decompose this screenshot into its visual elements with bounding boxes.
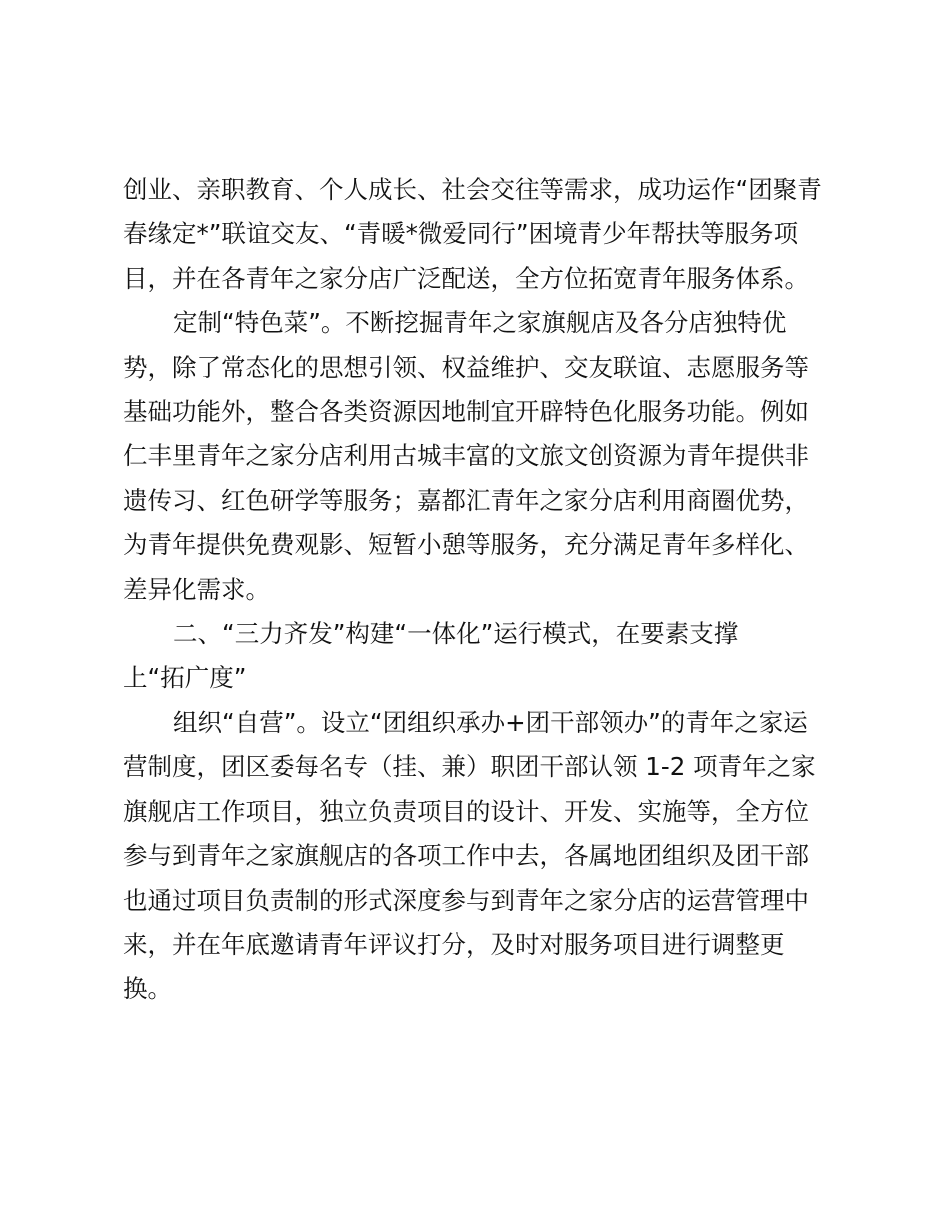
paragraph-self-operation: 组织“自营”。设立“团组织承办+团干部领办”的青年之家运 营制度，团区委每名专（挂、兼）职团干部认领 1-2 项青年之家 旗舰店工作项目，独立负责项目的设计、开发、实施等，全方位 参与到青年之家旗舰店的各项工作中去，各属地团组织及团干部 也通过项目负责制的形式深度参与到青年之家分店的运营管理中 来，并在年底邀请青年评议打分，及时对服务项目进行调整更 换。 [123, 707, 816, 1004]
paragraph-continuation: 创业、亲职教育、个人成长、社会交往等需求，成功运作“团聚青 春缘定*”联谊交友、“青暖*微爱同行”困境青少年帮扶等服务项 目，并在各青年之家分店广泛配送，全方位拓宽青年服务体系。 [123, 175, 822, 293]
paragraph-custom-specialty: 定制“特色菜”。不断挖掘青年之家旗舰店及各分店独特优 势，除了常态化的思想引领、权益维护、交友联谊、志愿服务等 基础功能外，整合各类资源因地制宜开辟特色化服务功能。例如 仁丰里青年之家分店利用古城丰富的文旅文创资源为青年提供非 遗传习、红色研学等服务；嘉都汇青年之家分店利用商圈优势， 为青年提供免费观影、短暂小憩等服务，充分满足青年多样化、 差异化需求。 [123, 308, 809, 604]
section-heading-two: 二、“三力齐发”构建“一体化”运行模式，在要素支撑 上“拓广度” [123, 619, 739, 693]
document-body [123, 168, 835, 1012]
